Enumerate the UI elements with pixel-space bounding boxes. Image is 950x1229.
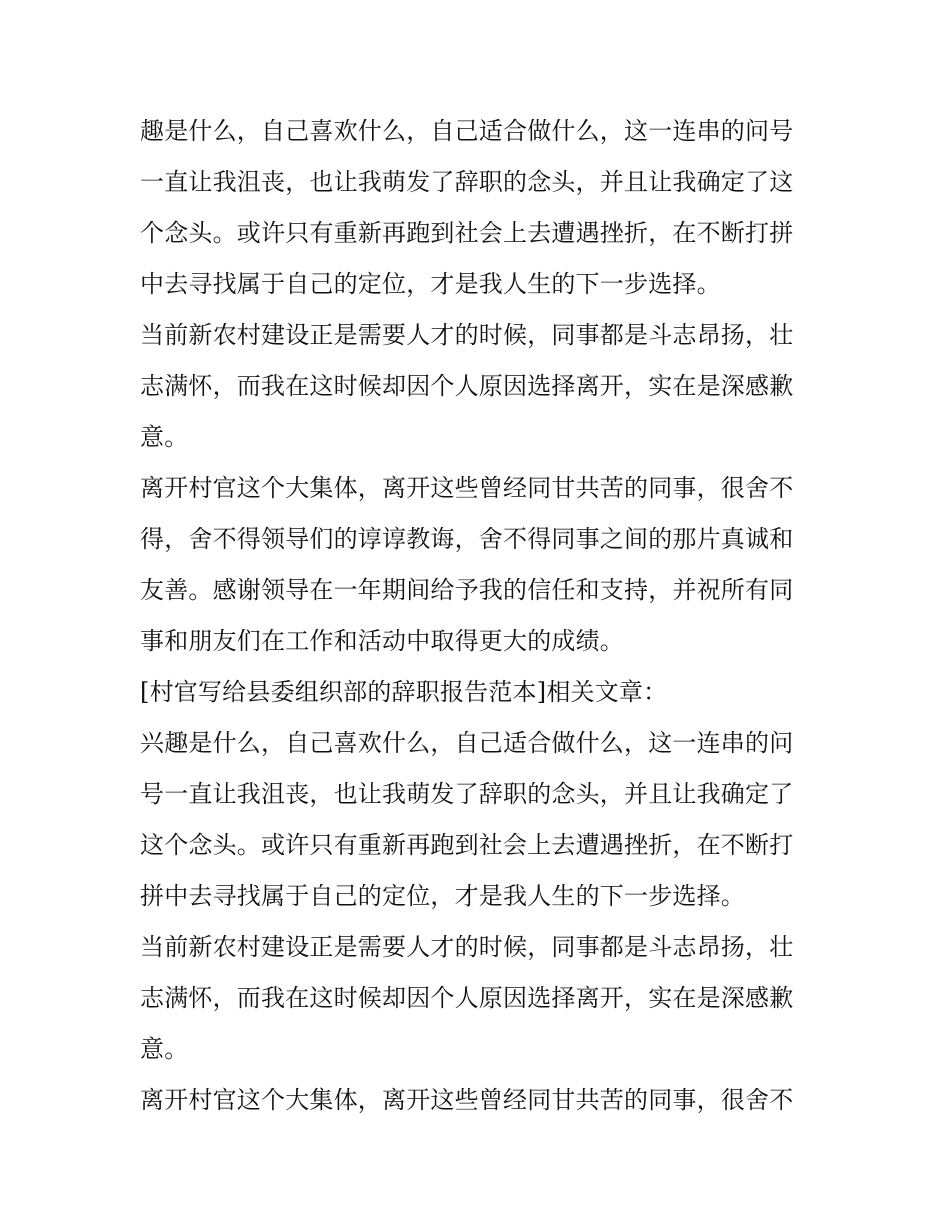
text-line: 得，舍不得领导们的谆谆教诲，舍不得同事之间的那片真诚和: [140, 525, 794, 553]
text-line: 志满怀，而我在这时候却因个人原因选择离开，实在是深感歉: [140, 372, 794, 400]
text-line: 兴趣是什么，自己喜欢什么，自己适合做什么，这一连串的问: [140, 729, 794, 757]
text-line: 中去寻找属于自己的定位，才是我人生的下一步选择。: [140, 270, 721, 298]
section-heading: [村官写给县委组织部的辞职报告范本]相关文章：: [140, 678, 668, 706]
text-line: 当前新农村建设正是需要人才的时候，同事都是斗志昂扬，壮: [140, 933, 794, 961]
text-line: 志满怀，而我在这时候却因个人原因选择离开，实在是深感歉: [140, 984, 794, 1012]
document-body: [140, 106, 816, 1126]
text-line: 个念头。或许只有重新再跑到社会上去遭遇挫折，在不断打拼: [140, 219, 794, 247]
text-line: 这个念头。或许只有重新再跑到社会上去遭遇挫折，在不断打: [140, 831, 794, 859]
text-line: 拼中去寻找属于自己的定位，才是我人生的下一步选择。: [140, 882, 745, 910]
text-line: 趣是什么，自己喜欢什么，自己适合做什么，这一连串的问号: [140, 117, 794, 145]
text-line: 离开村官这个大集体，离开这些曾经同甘共苦的同事，很舍不: [140, 474, 794, 502]
text-line: 号一直让我沮丧，也让我萌发了辞职的念头，并且让我确定了: [140, 780, 794, 808]
text-line: 一直让我沮丧，也让我萌发了辞职的念头，并且让我确定了这: [140, 168, 794, 196]
text-line: 意。: [140, 1035, 189, 1063]
text-line: 离开村官这个大集体，离开这些曾经同甘共苦的同事，很舍不: [140, 1086, 794, 1114]
text-line: 意。: [140, 423, 189, 451]
text-line: 事和朋友们在工作和活动中取得更大的成绩。: [140, 627, 624, 655]
text-line: 友善。感谢领导在一年期间给予我的信任和支持，并祝所有同: [140, 576, 794, 604]
text-line: 当前新农村建设正是需要人才的时候，同事都是斗志昂扬，壮: [140, 321, 794, 349]
